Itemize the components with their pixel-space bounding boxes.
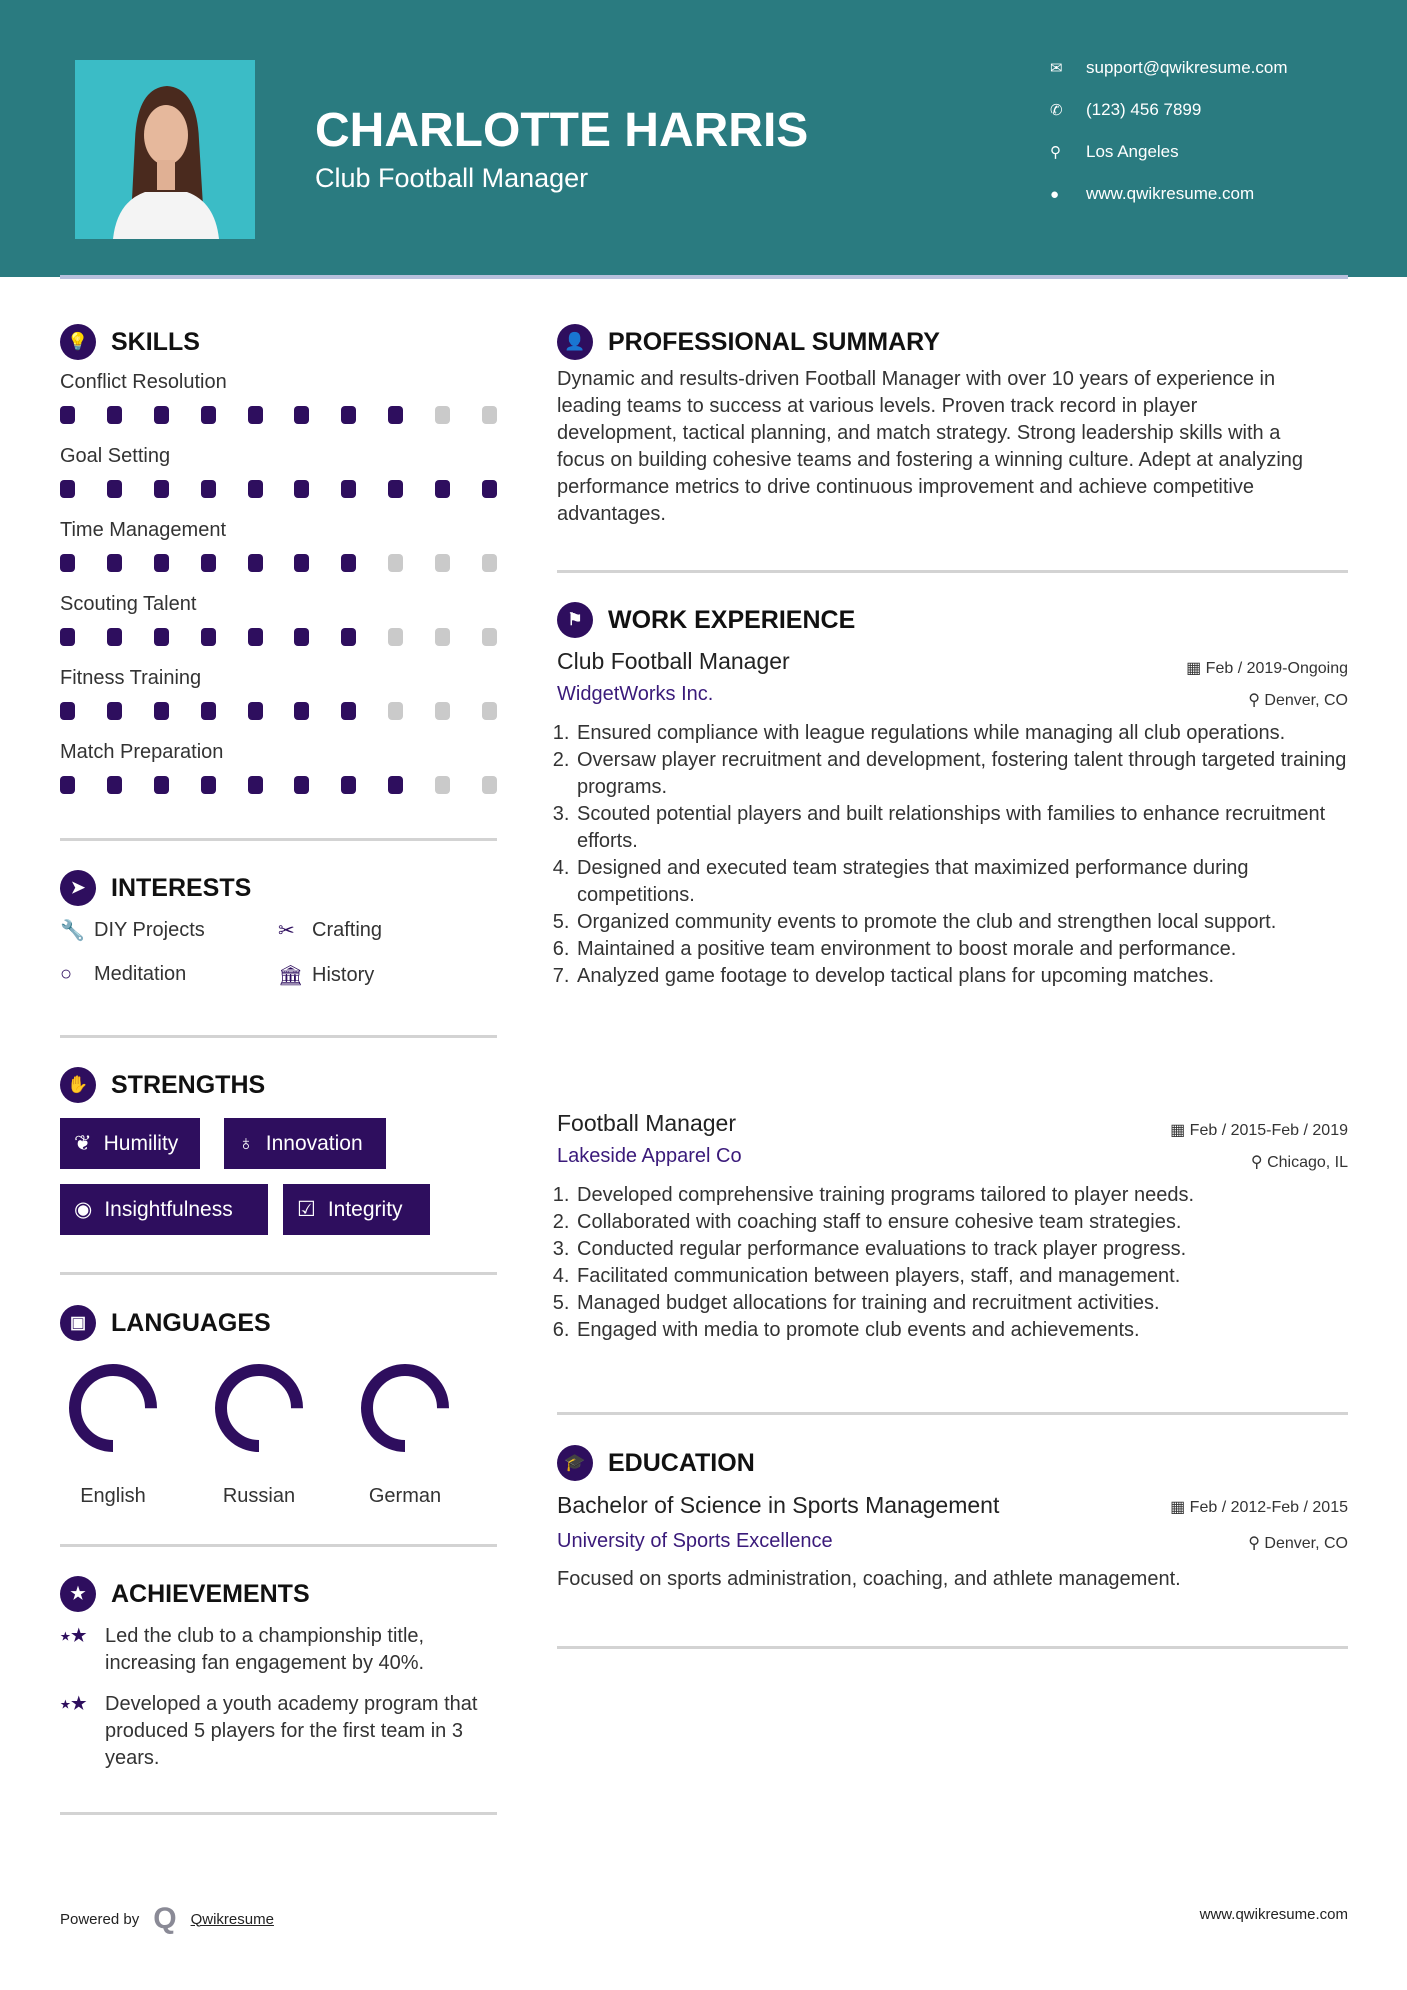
rating-dot: [60, 406, 75, 424]
job-bullet: 1. Developed comprehensive training programs tailored to player needs.: [575, 1182, 1347, 1209]
paper-plane-icon: ➤: [60, 870, 96, 906]
rating-dot: [201, 554, 216, 572]
language-level-ring: [209, 1358, 309, 1458]
rating-dot: [294, 554, 309, 572]
rating-dot: [107, 554, 122, 572]
work-section: [557, 602, 1348, 638]
job-title: Club Football Manager: [557, 648, 790, 674]
hand-icon: ✋: [60, 1067, 96, 1103]
scissors-icon: ✂: [278, 920, 295, 942]
job-bullet: 3. Scouted potential players and built relationships with families to enhance recruitment efforts.: [575, 801, 1347, 855]
skills-heading: [60, 324, 497, 360]
strength-label: Innovation: [265, 1131, 363, 1155]
rating-dot: [482, 554, 497, 572]
skill-rating: [60, 620, 497, 662]
strength-label: Humility: [103, 1131, 179, 1155]
rating-dot: [107, 628, 122, 646]
skills-section: [60, 324, 497, 810]
lightbulb-icon: 💡: [60, 324, 96, 360]
education-description: Focused on sports administration, coaching, and athlete management.: [557, 1568, 1181, 1590]
interest-item: [60, 918, 205, 943]
interest-label: DIY Projects: [94, 919, 205, 941]
languages-heading-text: LANGUAGES: [111, 1308, 271, 1337]
skill-rating: [60, 768, 497, 810]
job-location: [1248, 690, 1348, 710]
rating-dot: [201, 480, 216, 498]
language-icon: ▣: [60, 1305, 96, 1341]
job-entry: [557, 1110, 1348, 1344]
divider: [557, 1646, 1348, 1649]
language-item: [332, 1358, 478, 1508]
work-heading: [557, 602, 1348, 638]
interest-item: [60, 963, 186, 986]
languages-heading: [60, 1305, 271, 1341]
job-date-text: Feb / 2015-Feb / 2019: [1189, 1122, 1348, 1139]
pin-icon: ⚲: [1248, 692, 1265, 709]
rating-dot: [248, 702, 263, 720]
education-heading-text: EDUCATION: [608, 1448, 755, 1477]
interest-label: History: [312, 964, 375, 986]
education-date: [1170, 1497, 1348, 1517]
strength-badge: [60, 1118, 200, 1169]
rating-dot: [154, 628, 169, 646]
email-text: support@qwikresume.com: [1086, 58, 1288, 77]
rating-dot: [248, 776, 263, 794]
strength-badge: [224, 1118, 386, 1169]
rating-dot: [201, 702, 216, 720]
rating-dot: [294, 628, 309, 646]
website-text: www.qwikresume.com: [1086, 184, 1255, 203]
job-company: WidgetWorks Inc.: [557, 683, 714, 705]
calendar-icon: ▦: [1186, 660, 1206, 677]
achievement-text: Led the club to a championship title, increasing fan engagement by 40%.: [105, 1625, 425, 1674]
rating-dot: [341, 406, 356, 424]
skill-item: [60, 588, 497, 662]
rating-dot: [388, 776, 403, 794]
envelope-icon: ✉: [1050, 60, 1063, 77]
rating-dot: [341, 702, 356, 720]
language-item: [40, 1358, 186, 1508]
profile-photo: [75, 60, 255, 239]
rating-dot: [60, 702, 75, 720]
globe-icon: ●: [1050, 185, 1060, 203]
rating-dot: [341, 776, 356, 794]
job-bullet: 4. Facilitated communication between players, staff, and management.: [575, 1263, 1347, 1290]
rating-dot: [248, 554, 263, 572]
summary-heading: [557, 324, 1348, 360]
rating-dot: [154, 406, 169, 424]
rating-dot: [435, 702, 450, 720]
calendar-icon: ▦: [1170, 1122, 1190, 1139]
job-bullets: [557, 1182, 1347, 1344]
divider: [60, 1035, 497, 1038]
contact-phone: [1050, 100, 1201, 120]
check-square-icon: ☑: [297, 1198, 316, 1221]
job-entry: [557, 648, 1348, 990]
candidate-title: Club Football Manager: [315, 163, 589, 193]
strength-label: Integrity: [327, 1197, 403, 1221]
rating-dot: [294, 702, 309, 720]
map-pin-icon: ⚲: [1050, 144, 1061, 161]
skill-rating: [60, 472, 497, 514]
language-label: Russian: [222, 1485, 296, 1507]
rating-dot: [482, 776, 497, 794]
job-bullet: 2. Collaborated with coaching staff to ensure cohesive team strategies.: [575, 1209, 1347, 1236]
rating-dot: [294, 406, 309, 424]
summary-section: [557, 324, 1348, 528]
skill-name: Conflict Resolution: [60, 371, 227, 393]
rating-dot: [435, 480, 450, 498]
qwikresume-logo-icon: Q: [153, 1902, 177, 1935]
leaf-icon: ❦: [74, 1132, 92, 1155]
job-company: Lakeside Apparel Co: [557, 1145, 742, 1167]
interests-section: [60, 870, 251, 906]
job-bullets: [557, 720, 1347, 990]
school: University of Sports Excellence: [557, 1530, 833, 1552]
job-location-text: Chicago, IL: [1267, 1154, 1348, 1171]
language-level-ring: [355, 1358, 455, 1458]
divider: [60, 838, 497, 841]
rating-dot: [294, 480, 309, 498]
job-bullet: 4. Designed and executed team strategies that maximized performance during competitions.: [575, 855, 1347, 909]
skill-rating: [60, 694, 497, 736]
rating-dot: [248, 406, 263, 424]
rating-dot: [201, 628, 216, 646]
job-bullet: 5. Organized community events to promote the club and strengthen local support.: [575, 909, 1347, 936]
skill-item: [60, 662, 497, 736]
rating-dot: [482, 628, 497, 646]
achievements-heading: [60, 1576, 310, 1612]
rating-dot: [388, 554, 403, 572]
calendar-icon: ▦: [1170, 1499, 1190, 1516]
skill-item: [60, 736, 497, 810]
job-bullet: 5. Managed budget allocations for training and recruitment activities.: [575, 1290, 1347, 1317]
divider: [60, 1544, 497, 1547]
location-text: Los Angeles: [1086, 142, 1179, 161]
interest-label: Crafting: [312, 919, 383, 941]
contact-website[interactable]: [1050, 184, 1254, 204]
strength-label: Insightfulness: [104, 1197, 233, 1221]
interests-heading: [60, 870, 251, 906]
education-date-text: Feb / 2012-Feb / 2015: [1189, 1499, 1348, 1516]
strengths-heading: [60, 1067, 265, 1103]
rating-dot: [107, 776, 122, 794]
education-location-text: Denver, CO: [1264, 1535, 1348, 1552]
rating-dot: [435, 628, 450, 646]
graduate-icon: 🎓: [557, 1445, 593, 1481]
circle-icon: ○: [60, 963, 73, 985]
header-divider: [60, 275, 1348, 279]
pin-icon: ⚲: [1248, 1535, 1265, 1552]
skill-item: [60, 366, 497, 440]
rating-dot: [154, 702, 169, 720]
phone-text: (123) 456 7899: [1086, 100, 1202, 119]
rating-dot: [60, 554, 75, 572]
rating-dot: [388, 480, 403, 498]
language-item: [186, 1358, 332, 1508]
education-heading: [557, 1445, 1348, 1481]
brand-link[interactable]: Qwikresume: [190, 1910, 274, 1928]
education-section: [557, 1445, 1348, 1615]
strength-badge: [283, 1184, 430, 1235]
skill-rating: [60, 546, 497, 588]
skill-name: Goal Setting: [60, 445, 171, 467]
interest-item: [278, 963, 374, 988]
achievement-item: [60, 1623, 500, 1677]
language-level-ring: [63, 1358, 163, 1458]
summary-text: Dynamic and results-driven Football Manager with over 10 years of experience in leading teams to success at various levels. Proven track record in player development, tactical planning, and match strategy. Strong leadership skills with a focus on building cohesive teams and fostering a winning culture. Adept at analyzing performance metrics to drive continuous improvement and achieve competitive advantages.: [557, 368, 1304, 525]
rating-dot: [341, 554, 356, 572]
eye-icon: ◉: [74, 1198, 93, 1221]
star-badge-icon: ★: [60, 1576, 96, 1612]
language-label: German: [368, 1485, 442, 1507]
pin-icon: ⚲: [1250, 1154, 1268, 1171]
rating-dot: [107, 702, 122, 720]
skill-name: Fitness Training: [60, 667, 202, 689]
skill-item: [60, 514, 497, 588]
rating-dot: [435, 776, 450, 794]
skills-list: [60, 366, 497, 810]
rating-dot: [388, 702, 403, 720]
job-bullet: 2. Oversaw player recruitment and development, fostering talent through targeted training programs.: [575, 747, 1347, 801]
candidate-name: CHARLOTTE HARRIS: [315, 104, 809, 157]
rating-dot: [388, 406, 403, 424]
bank-icon: 🏛: [278, 965, 304, 987]
rating-dot: [107, 406, 122, 424]
divider: [60, 1272, 497, 1275]
job-bullet: 7. Analyzed game footage to develop tactical plans for upcoming matches.: [575, 963, 1347, 990]
rating-dot: [294, 776, 309, 794]
skill-rating: [60, 398, 497, 440]
languages-section: [60, 1305, 271, 1341]
language-label: English: [80, 1485, 146, 1507]
strength-badge: [60, 1184, 268, 1235]
skill-item: [60, 440, 497, 514]
skill-name: Scouting Talent: [60, 593, 197, 615]
phone-icon: ✆: [1050, 102, 1063, 119]
job-title: Football Manager: [557, 1110, 736, 1136]
powered-by-text: Powered by: [60, 1910, 140, 1928]
rating-dot: [201, 406, 216, 424]
chair-icon: ⚑: [557, 602, 593, 638]
job-date: [1186, 658, 1348, 678]
rating-dot: [388, 628, 403, 646]
job-date-text: Feb / 2019-Ongoing: [1205, 660, 1348, 677]
job-bullet: 3. Conducted regular performance evaluations to track player progress.: [575, 1236, 1347, 1263]
rating-dot: [482, 480, 497, 498]
divider: [60, 1812, 497, 1815]
achievements-heading-text: ACHIEVEMENTS: [111, 1579, 310, 1608]
summary-heading-text: PROFESSIONAL SUMMARY: [608, 327, 940, 356]
rating-dot: [201, 776, 216, 794]
skills-heading-text: SKILLS: [111, 327, 200, 356]
star-icon: ⭑★: [60, 1693, 87, 1715]
rating-dot: [154, 776, 169, 794]
rating-dot: [435, 554, 450, 572]
rating-dot: [482, 702, 497, 720]
rating-dot: [60, 776, 75, 794]
work-heading-text: WORK EXPERIENCE: [608, 605, 856, 634]
rating-dot: [248, 628, 263, 646]
wrench-icon: 🔧: [60, 920, 85, 942]
rating-dot: [341, 480, 356, 498]
contact-email[interactable]: [1050, 58, 1288, 78]
strengths-section: [60, 1067, 265, 1103]
rating-dot: [154, 554, 169, 572]
rating-dot: [60, 628, 75, 646]
contact-location: [1050, 142, 1179, 162]
rating-dot: [60, 480, 75, 498]
rating-dot: [107, 480, 122, 498]
job-bullet: 1. Ensured compliance with league regulations while managing all club operations.: [575, 720, 1347, 747]
education-location: [1248, 1533, 1348, 1553]
rating-dot: [341, 628, 356, 646]
degree: Bachelor of Science in Sports Management: [557, 1492, 1000, 1518]
job-bullet: 6. Engaged with media to promote club events and achievements.: [575, 1317, 1347, 1344]
lightbulb-icon: ♁: [238, 1131, 254, 1155]
achievements-section: [60, 1576, 310, 1612]
star-icon: ⭑★: [60, 1625, 87, 1647]
rating-dot: [482, 406, 497, 424]
strengths-heading-text: STRENGTHS: [111, 1070, 266, 1099]
rating-dot: [248, 480, 263, 498]
skill-name: Match Preparation: [60, 741, 224, 763]
rating-dot: [435, 406, 450, 424]
divider: [557, 570, 1348, 573]
job-bullet: 6. Maintained a positive team environment to boost morale and performance.: [575, 936, 1347, 963]
interest-label: Meditation: [94, 963, 187, 985]
rating-dot: [154, 480, 169, 498]
job-date: [1170, 1120, 1348, 1140]
footer-url[interactable]: www.qwikresume.com: [1199, 1906, 1348, 1923]
job-location-text: Denver, CO: [1264, 692, 1348, 709]
skill-name: Time Management: [60, 519, 226, 541]
user-icon: 👤: [557, 324, 593, 360]
footer-powered: [60, 1902, 274, 1936]
interests-heading-text: INTERESTS: [111, 873, 252, 902]
achievement-text: Developed a youth academy program that produced 5 players for the first team in 3 years.: [105, 1693, 478, 1769]
divider: [557, 1412, 1348, 1415]
job-location: [1251, 1152, 1348, 1172]
interest-item: [278, 918, 382, 943]
achievement-item: [60, 1691, 500, 1772]
